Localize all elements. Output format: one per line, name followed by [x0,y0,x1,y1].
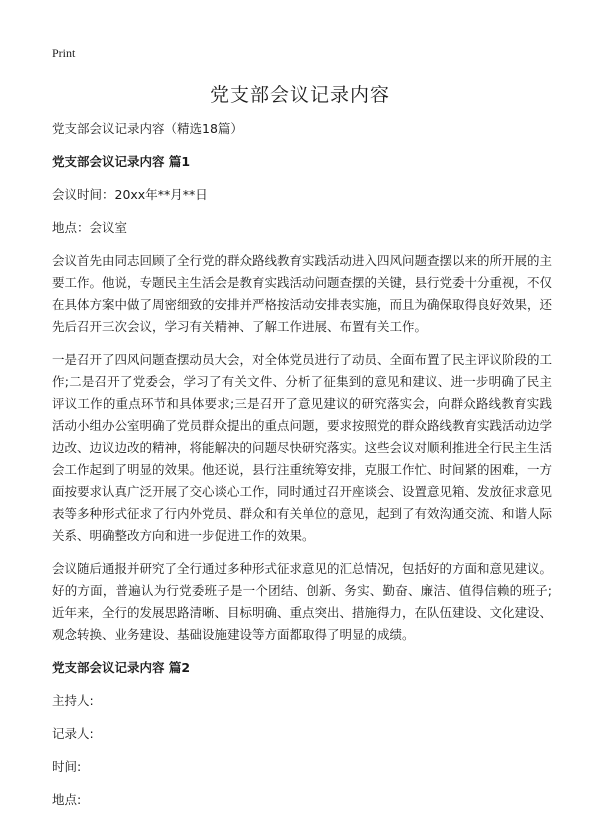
time-field: 时间: [52,759,82,774]
paragraph-3: 会议随后通报并研究了全行通过多种形式征求意见的汇总情况，包括好的方面和意见建议。 好的方面，普遍认为行党委班子是一个团结、创新、务实、勤奋、廉洁、值得信赖的班子;近年来，全行的发展思路清晰、目标明确、重点突出、措施得力，在队伍建设、文化建设、观念转换、业务建设、基础设施建设等方面都取得了明显的成绩。 [52,561,553,642]
meeting-time: 会议时间：20xx年**月**日 [52,187,208,202]
paragraph-2: 一是召开了四风问题查摆动员大会，对全体党员进行了动员、全面布置了民主评议阶段的工作;二是召开了党委会，学习了有关文件、分析了征集到的意见和建议、进一步明确了民主评议工作的重点环节和具体要求;三是召开了意见建议的研究落实会，向群众路线教育实践活动小组办公室明确了党员群众提出的重点问题，要求按照党的群众路线教育实践活动边学边改、边议边改的精神，将能解决的问题尽快研究落实。这些会议对顺利推进全行民主生活会工作起到了明显的效果。他还说，县行注重统筹安排，克服工作忙、时间紧的困难，一方面按要求认真广泛开展了交心谈心工作，同时通过召开座谈会、设置意见箱、发放征求意见表等多种形式征求了行内外党员、群众和有关单位的意见，起到了有效沟通交流、和谐人际关系、明确整改方向和进一步促进工作的效果。 [52,352,553,543]
section-1-heading: 党支部会议记录内容 篇1 [52,154,191,169]
document-subtitle: 党支部会议记录内容（精选18篇） [52,121,243,136]
section-2 [52,657,552,811]
document-title: 党支部会议记录内容 [209,84,390,106]
meeting-location: 地点：会议室 [52,220,128,235]
location-field: 地点: [52,792,82,807]
document-body [52,118,552,822]
section-2-heading: 党支部会议记录内容 篇2 [52,660,191,675]
section-1 [52,151,552,646]
recorder-field: 记录人: [52,726,94,741]
paragraph-1: 会议首先由同志回顾了全行党的群众路线教育实践活动进入四风问题查摆以来的所开展的主要工作。他说，专题民主生活会是教育实践活动问题查摆的关键，县行党委十分重视，不仅在具体方案中做了周密细致的安排并严格按活动安排表实施，而且为确保取得良好效果，还先后召开三次会议，学习有关精神、了解工作进展、布置有关工作。 [52,253,553,334]
host-field: 主持人: [52,693,94,708]
print-label: Print [52,46,76,60]
